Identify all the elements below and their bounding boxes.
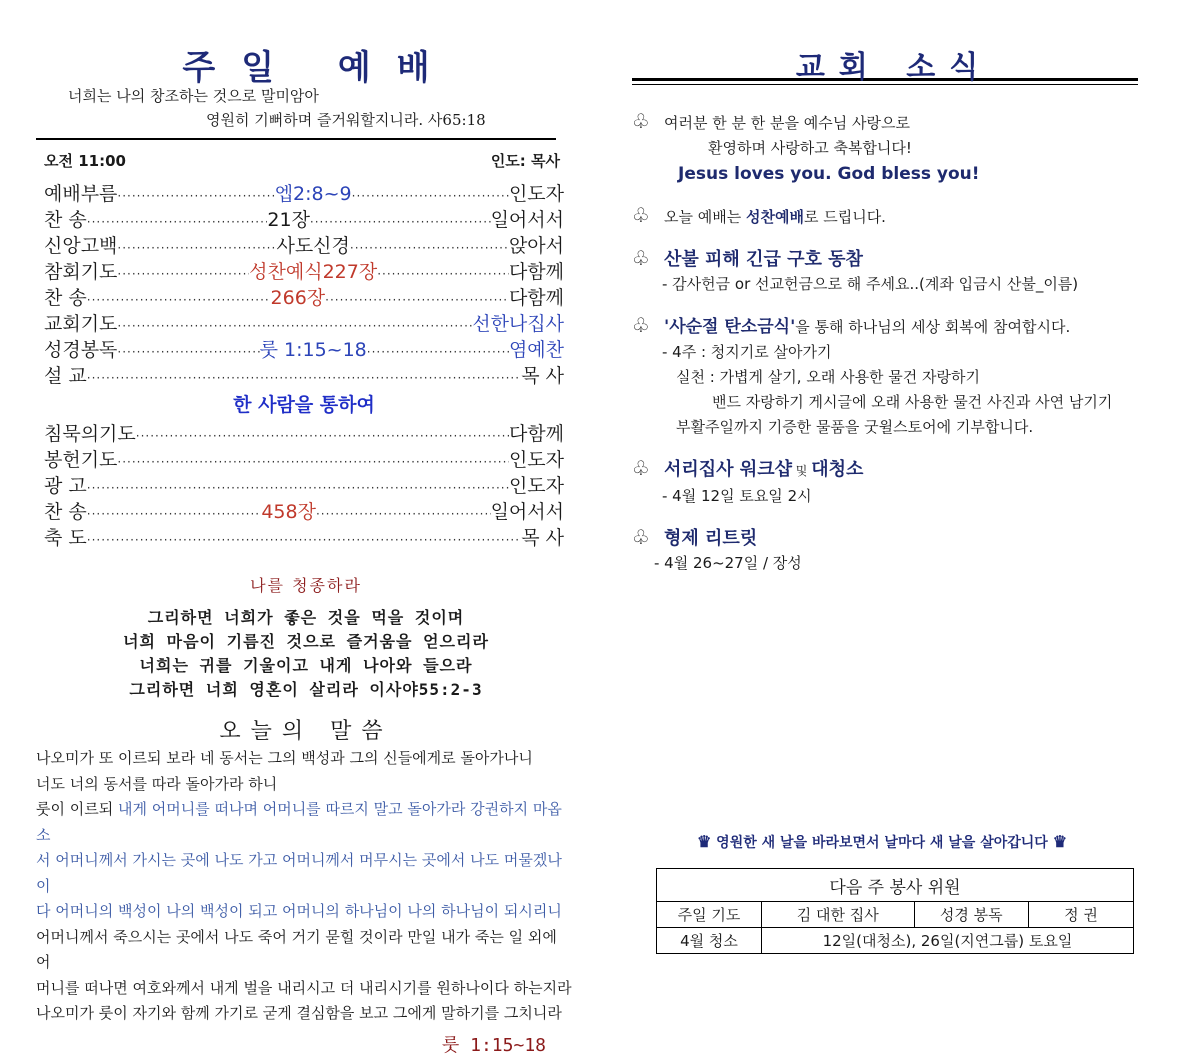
order-row: 광 고 ····· 인도자 [44,473,564,499]
news-list [632,109,1142,576]
header-verse [36,84,576,132]
motto: ♛ 영원한 새 날을 바라보면서 날마다 새 날을 살아갑니다 ♛ [696,832,1068,851]
service-leader: 인도: 목사 [490,152,560,170]
news-item: ♧ 산불 피해 긴급 구호 동참 - 감사헌금 or 선교헌금으로 해 주세요..(계좌 입금시 산불_이름) [632,246,1079,293]
table-row: 주일 기도 김 대한 집사 성경 봉독 정 권 [657,902,1134,928]
order-row: 봉헌기도 ····· 인도자 [44,447,564,473]
header-verse-line2: 영원히 기뻐하며 즐거워할지니라. 사65:18 [206,111,486,129]
news-column [632,0,1142,950]
scripture-line: 나오미가 룻이 자기와 함께 가기로 굳게 결심함을 보고 그에게 말하기를 그치니라 [36,1004,562,1022]
club-icon: ♧ [632,246,650,270]
news-title: 교회 소식 [795,50,993,85]
call-line: 너희 마음이 기름진 것으로 즐거움을 얻으리라 [123,632,489,651]
order-row: 찬 송 ····· 458장 ····· 일어서서 [44,499,564,525]
scripture-line: 다 어머니의 백성이 나의 백성이 되고 어머니의 하나님이 나의 하나님이 되시리니 [36,902,562,920]
order-row: 신앙고백 ····· 사도신경 ····· 앉아서 [44,233,564,259]
order-row: 성경봉독 ····· 룻 1:15~18 ····· 염예찬 [44,337,564,363]
crown-icon: ♛ [1052,832,1068,851]
bless-text: Jesus loves you. God bless you! [678,164,980,184]
order-row: 참회기도 ····· 성찬예식227장 ····· 다함께 [44,259,564,285]
service-time: 오전 11:00 [44,152,126,170]
scripture-line: 룻이 이르되 내게 어머니를 떠나며 어머니를 따르지 말고 돌아가라 강권하지 마옵소 [36,800,562,844]
order-row: 축 도 ····· 목 사 [44,525,564,551]
call-line: 너희는 귀를 기울이고 내게 나아와 들으라 [139,656,473,675]
scripture-line: 머니를 떠나면 여호와께서 내게 벌을 내리시고 더 내리시기를 원하나이다 하는지라 [36,978,572,997]
call-line: 그리하면 너희가 좋은 것을 먹을 것이며 [147,608,465,627]
header-verse-line1: 너희는 나의 창조하는 것으로 말미암아 [68,87,319,105]
club-icon: ♧ [632,525,650,549]
call-line: 그리하면 너희 영혼이 살리라 이사야55:2-3 [129,680,483,699]
order-row: 침묵의기도 ····· 다함께 [44,421,564,447]
worship-column [36,0,576,1057]
volunteer-table [656,868,1134,954]
scripture-line: 서 어머니께서 가시는 곳에 나도 가고 어머니께서 머무시는 곳에서 나도 머물겠나이 [36,851,562,895]
news-item: ♧ 서리집사 워크샵 및 대청소 - 4월 12일 토요일 2시 [632,456,864,505]
scripture-text [36,746,576,1027]
news-item: ♧ '사순절 탄소금식'을 통해 하나님의 세상 회복에 참여합시다. - 4주 : 청지기로 살아가기 실천 : 가볍게 살기, 오래 사용한 물건 자랑하기 밴드 자랑하기 게시글에 오래 사용한 물건 사진과 사연 남기기 부활주일까지 기증한 물품을 굿윌스토어에 기부합니다. [632,313,1113,436]
order-row: 예배부름 ····· 엡2:8~9 ····· 인도자 [44,181,564,207]
call-title: 나를 청종하라 [250,576,362,595]
club-icon: ♧ [632,203,650,227]
order-row: 찬 송 ····· 266장 ····· 다함께 [44,285,564,311]
table-caption: 다음 주 봉사 위원 [657,869,1134,902]
worship-title: 주일 예배 [182,48,456,88]
club-icon: ♧ [632,456,650,480]
club-icon: ♧ [632,313,650,337]
news-item: ♧ 형제 리트릿 - 4월 26~27일 / 장성 [632,525,802,572]
order-row: 찬 송 ····· 21장 ····· 일어서서 [44,207,564,233]
word-title: 오늘의 말씀 [219,719,393,744]
sermon-title: 한 사람을 통하여 [233,394,375,416]
club-icon: ♧ [632,109,650,133]
crown-icon: ♛ [696,832,712,851]
scripture-reference: 룻 1:15~18 [441,1034,546,1056]
news-item: ♧ 오늘 예배는 성찬예배로 드립니다. [632,203,886,227]
scripture-line: 어머니께서 죽으시는 곳에서 나도 죽어 거기 묻힐 것이라 만일 내가 죽는 일 외에 어 [36,927,557,971]
scripture-line: 너도 너의 동서를 따라 돌아가라 하니 [36,774,278,793]
news-item: ♧ 여러분 한 분 한 분을 예수님 사랑으로 환영하며 사랑하고 축복합니다! Jesus loves you. God bless you! [632,109,1142,187]
scripture-line: 나오미가 또 이르되 보라 네 동서는 그의 백성과 그의 신들에게로 돌아가나니 [36,749,533,767]
order-row: 설 교 ····· 목 사 [44,363,564,389]
divider [36,138,556,140]
time-row [36,150,560,171]
call-verse [36,606,576,702]
order-row: 교회기도 ····· 선한나집사 [44,311,564,337]
order-of-worship [36,181,564,551]
table-row: 4월 청소 12일(대청소), 26일(지연그룹) 토요일 [657,928,1134,954]
